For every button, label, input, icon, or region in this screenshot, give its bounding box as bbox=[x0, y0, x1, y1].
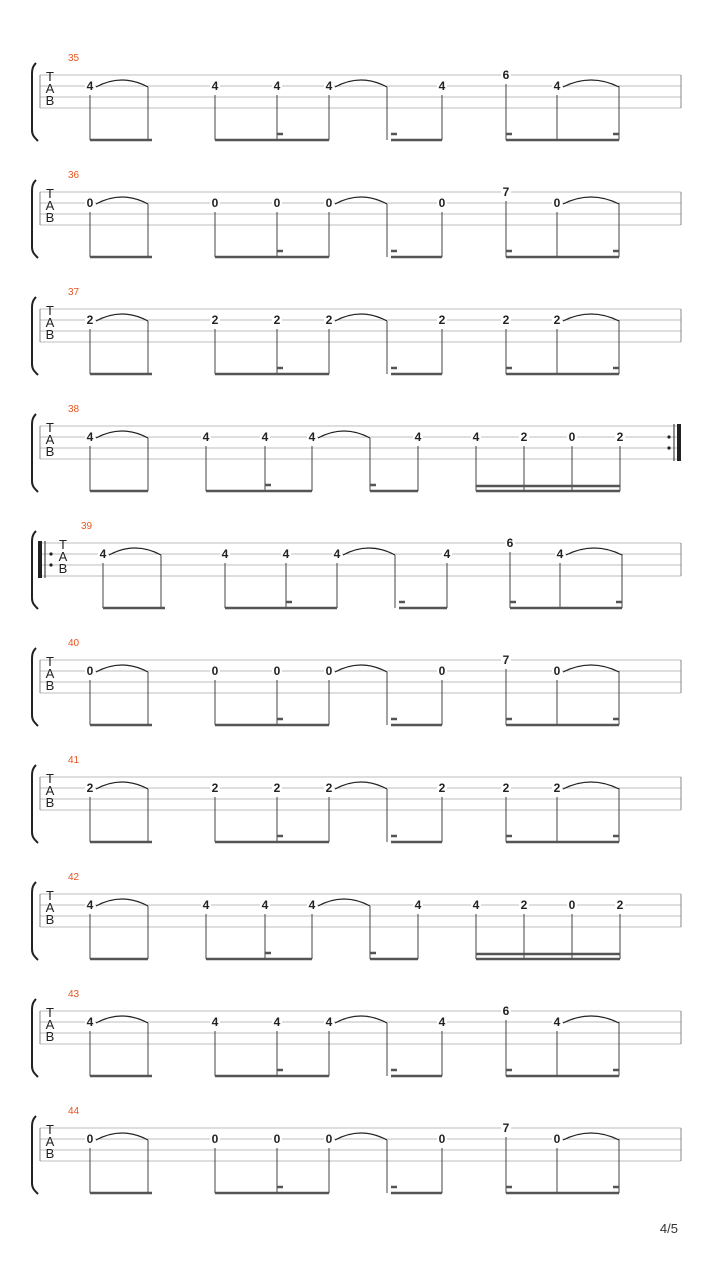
fret-number: 4 bbox=[438, 79, 446, 93]
tab-clef-letter: B bbox=[45, 93, 55, 108]
repeat-dot bbox=[667, 446, 670, 449]
system-bracket bbox=[32, 180, 38, 258]
fret-number: 0 bbox=[325, 664, 333, 678]
system-bracket bbox=[32, 648, 38, 726]
fret-number: 0 bbox=[86, 1132, 94, 1146]
fret-number: 4 bbox=[273, 1015, 281, 1029]
fret-number: 4 bbox=[438, 1015, 446, 1029]
fret-number: 4 bbox=[202, 430, 210, 444]
fret-number: 0 bbox=[553, 1132, 561, 1146]
measure-number: 36 bbox=[68, 170, 80, 181]
tab-clef-letter: T bbox=[46, 1005, 54, 1020]
measure-number: 38 bbox=[68, 404, 80, 415]
fret-number: 2 bbox=[273, 313, 281, 327]
fret-number: 7 bbox=[502, 185, 510, 199]
tab-system bbox=[32, 638, 681, 726]
tab-system bbox=[32, 287, 681, 375]
fret-number: 4 bbox=[325, 79, 333, 93]
fret-number: 4 bbox=[414, 430, 422, 444]
fret-number: 0 bbox=[438, 1132, 446, 1146]
tab-clef-letter: B bbox=[45, 678, 55, 693]
system-bracket bbox=[32, 1116, 38, 1194]
tab-clef-letter: B bbox=[45, 1029, 55, 1044]
fret-number: 7 bbox=[502, 653, 510, 667]
tab-clef-letter: B bbox=[45, 210, 55, 225]
tab-clef-letter: T bbox=[46, 771, 54, 786]
fret-number: 4 bbox=[282, 547, 290, 561]
tab-clef-letter: A bbox=[45, 1134, 55, 1149]
fret-number: 4 bbox=[553, 79, 561, 93]
fret-number: 4 bbox=[86, 1015, 94, 1029]
fret-number: 0 bbox=[273, 1132, 281, 1146]
tab-clef-letter: B bbox=[45, 444, 55, 459]
fret-number: 2 bbox=[325, 781, 333, 795]
fret-number: 4 bbox=[414, 898, 422, 912]
tab-clef-letter: B bbox=[45, 327, 55, 342]
fret-number: 2 bbox=[616, 898, 624, 912]
tab-clef-letter: A bbox=[45, 900, 55, 915]
fret-number: 2 bbox=[211, 781, 219, 795]
tab-system bbox=[32, 989, 681, 1077]
page-number: 4/5 bbox=[659, 1221, 678, 1236]
fret-number: 4 bbox=[308, 898, 316, 912]
fret-number: 4 bbox=[261, 430, 269, 444]
tab-clef-letter: A bbox=[45, 81, 55, 96]
fret-number: 4 bbox=[553, 1015, 561, 1029]
fret-number: 2 bbox=[211, 313, 219, 327]
fret-number: 4 bbox=[472, 430, 480, 444]
tab-system bbox=[32, 755, 681, 843]
fret-number: 2 bbox=[553, 313, 561, 327]
tab-system bbox=[32, 521, 681, 609]
fret-number: 0 bbox=[438, 196, 446, 210]
fret-number: 4 bbox=[333, 547, 341, 561]
fret-number: 4 bbox=[443, 547, 451, 561]
system-bracket bbox=[32, 63, 38, 141]
fret-number: 4 bbox=[273, 79, 281, 93]
system-bracket bbox=[32, 297, 38, 375]
tab-clef-letter: A bbox=[45, 198, 55, 213]
fret-number: 0 bbox=[438, 664, 446, 678]
fret-number: 0 bbox=[325, 1132, 333, 1146]
tab-clef-letter: B bbox=[45, 795, 55, 810]
measure-number: 40 bbox=[68, 638, 80, 649]
fret-number: 6 bbox=[502, 68, 510, 82]
system-bracket bbox=[32, 999, 38, 1077]
fret-number: 6 bbox=[506, 536, 514, 550]
measure-number: 37 bbox=[68, 287, 80, 298]
fret-number: 2 bbox=[86, 781, 94, 795]
fret-number: 4 bbox=[202, 898, 210, 912]
tab-system bbox=[32, 872, 681, 960]
fret-number: 7 bbox=[502, 1121, 510, 1135]
tab-clef-letter: A bbox=[45, 666, 55, 681]
tab-system bbox=[32, 53, 681, 141]
fret-number: 4 bbox=[472, 898, 480, 912]
fret-number: 2 bbox=[273, 781, 281, 795]
tab-clef-letter: B bbox=[58, 561, 68, 576]
fret-number: 6 bbox=[502, 1004, 510, 1018]
tab-clef-letter: A bbox=[45, 432, 55, 447]
repeat-end-thick-bar bbox=[677, 424, 681, 461]
fret-number: 4 bbox=[211, 1015, 219, 1029]
tab-system bbox=[32, 170, 681, 258]
tab-clef-letter: A bbox=[58, 549, 68, 564]
fret-number: 4 bbox=[86, 430, 94, 444]
fret-number: 4 bbox=[211, 79, 219, 93]
tab-clef-letter: T bbox=[46, 420, 54, 435]
measure-number: 39 bbox=[81, 521, 93, 532]
tab-clef-letter: T bbox=[59, 537, 67, 552]
tab-clef-letter: B bbox=[45, 912, 55, 927]
tab-clef-letter: T bbox=[46, 303, 54, 318]
repeat-dot bbox=[667, 435, 670, 438]
fret-number: 4 bbox=[221, 547, 229, 561]
fret-number: 2 bbox=[520, 898, 528, 912]
fret-number: 4 bbox=[308, 430, 316, 444]
measure-number: 43 bbox=[68, 989, 80, 1000]
tab-clef-letter: T bbox=[46, 186, 54, 201]
fret-number: 0 bbox=[568, 898, 576, 912]
measure-number: 41 bbox=[68, 755, 80, 766]
fret-number: 4 bbox=[556, 547, 564, 561]
system-bracket bbox=[32, 414, 38, 492]
tab-clef-letter: A bbox=[45, 783, 55, 798]
fret-number: 4 bbox=[99, 547, 107, 561]
fret-number: 4 bbox=[86, 79, 94, 93]
fret-number: 2 bbox=[325, 313, 333, 327]
tab-clef-letter: T bbox=[46, 888, 54, 903]
system-bracket bbox=[32, 882, 38, 960]
fret-number: 0 bbox=[86, 664, 94, 678]
fret-number: 0 bbox=[211, 664, 219, 678]
fret-number: 0 bbox=[553, 196, 561, 210]
fret-number: 2 bbox=[438, 313, 446, 327]
fret-number: 2 bbox=[502, 313, 510, 327]
repeat-start-thick-bar bbox=[38, 541, 42, 578]
fret-number: 0 bbox=[273, 196, 281, 210]
repeat-dot bbox=[49, 552, 52, 555]
tab-clef-letter: A bbox=[45, 1017, 55, 1032]
fret-number: 2 bbox=[502, 781, 510, 795]
fret-number: 2 bbox=[86, 313, 94, 327]
fret-number: 4 bbox=[261, 898, 269, 912]
tab-clef-letter: B bbox=[45, 1146, 55, 1161]
tab-clef-letter: T bbox=[46, 654, 54, 669]
fret-number: 0 bbox=[211, 196, 219, 210]
tab-clef-letter: A bbox=[45, 315, 55, 330]
fret-number: 4 bbox=[325, 1015, 333, 1029]
fret-number: 2 bbox=[616, 430, 624, 444]
measure-number: 42 bbox=[68, 872, 80, 883]
fret-number: 2 bbox=[520, 430, 528, 444]
fret-number: 0 bbox=[325, 196, 333, 210]
fret-number: 0 bbox=[273, 664, 281, 678]
fret-number: 0 bbox=[211, 1132, 219, 1146]
tab-system bbox=[32, 404, 681, 492]
fret-number: 2 bbox=[553, 781, 561, 795]
fret-number: 0 bbox=[86, 196, 94, 210]
fret-number: 2 bbox=[438, 781, 446, 795]
tab-system bbox=[32, 1106, 681, 1194]
measure-number: 44 bbox=[68, 1106, 80, 1117]
fret-number: 0 bbox=[568, 430, 576, 444]
tab-clef-letter: T bbox=[46, 1122, 54, 1137]
tab-clef-letter: T bbox=[46, 69, 54, 84]
fret-number: 0 bbox=[553, 664, 561, 678]
system-bracket bbox=[32, 765, 38, 843]
system-bracket bbox=[32, 531, 38, 609]
measure-number: 35 bbox=[68, 53, 80, 64]
repeat-dot bbox=[49, 563, 52, 566]
fret-number: 4 bbox=[86, 898, 94, 912]
